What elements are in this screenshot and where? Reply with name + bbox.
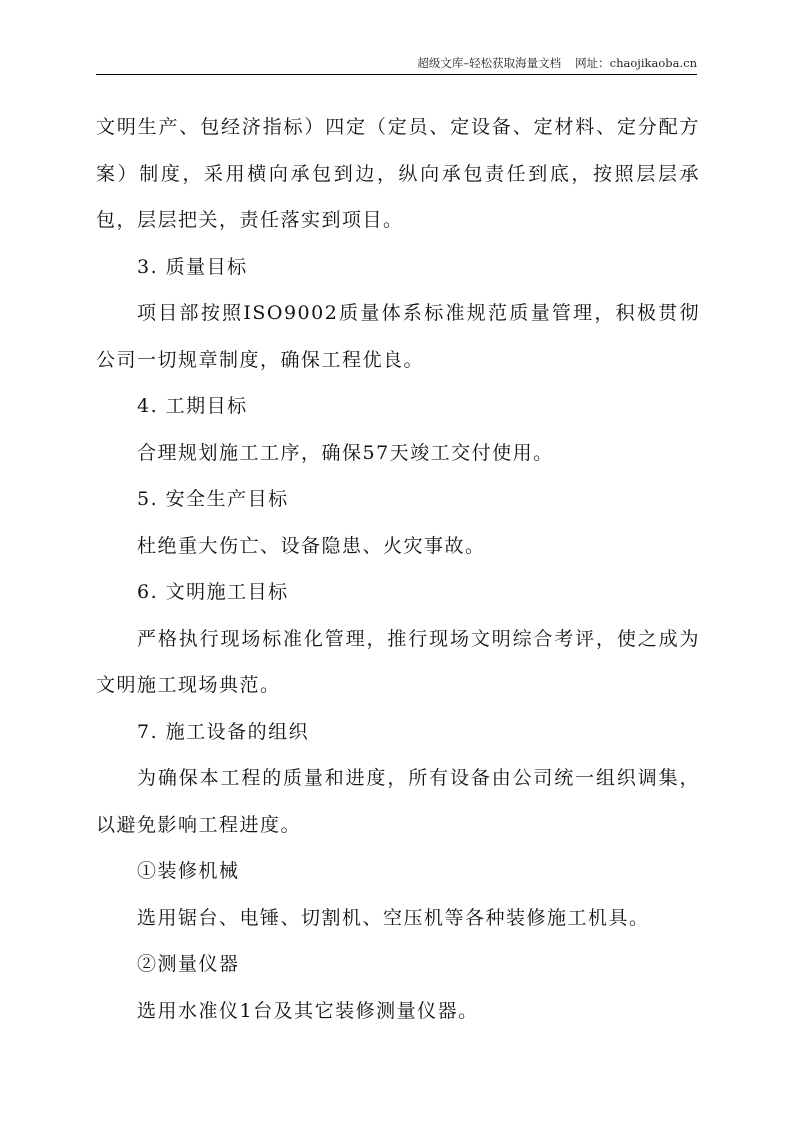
header-site-url: 网址：chaojikaoba.cn (575, 56, 697, 70)
heading-civilized-construction: 6. 文明施工目标 (137, 581, 289, 603)
page-header (96, 52, 697, 75)
heading-safety-target: 5. 安全生产目标 (137, 488, 289, 510)
heading-equipment-organization: 7. 施工设备的组织 (137, 720, 310, 743)
header-library-title: 超级文库–轻松获取海量文档 (417, 56, 562, 70)
heading-measuring-instruments: ②测量仪器 (137, 953, 240, 975)
paragraph-schedule-target: 合理规划施工工序，确保57天竣工交付使用。 (137, 441, 554, 464)
heading-decoration-machinery: ①装修机械 (137, 860, 240, 882)
document-body (96, 104, 700, 1034)
paragraph-equipment-organization: 为确保本工程的质量和进度，所有设备由公司统一组织调集，以避免影响工程进度。 (96, 767, 700, 836)
paragraph-safety-target: 杜绝重大伤亡、设备隐患、火灾事故。 (137, 534, 486, 557)
paragraph-measuring-instruments: 选用水准仪1台及其它装修测量仪器。 (137, 999, 479, 1022)
paragraph-decoration-machinery: 选用锯台、电锤、切割机、空压机等各种装修施工机具。 (137, 906, 650, 929)
paragraph-civilized-construction: 严格执行现场标准化管理，推行现场文明综合考评，使之成为文明施工现场典范。 (96, 627, 700, 696)
paragraph-quality-target: 项目部按照ISO9002质量体系标准规范质量管理，积极贯彻公司一切规章制度，确保工程优良。 (96, 302, 700, 371)
paragraph-management-system: 文明生产、包经济指标）四定（定员、定设备、定材料、定分配方案）制度，采用横向承包到边，纵向承包责任到底，按照层层承包，层层把关，责任落实到项目。 (96, 116, 700, 231)
heading-quality-target: 3. 质量目标 (137, 255, 248, 278)
heading-schedule-target: 4. 工期目标 (137, 395, 248, 417)
